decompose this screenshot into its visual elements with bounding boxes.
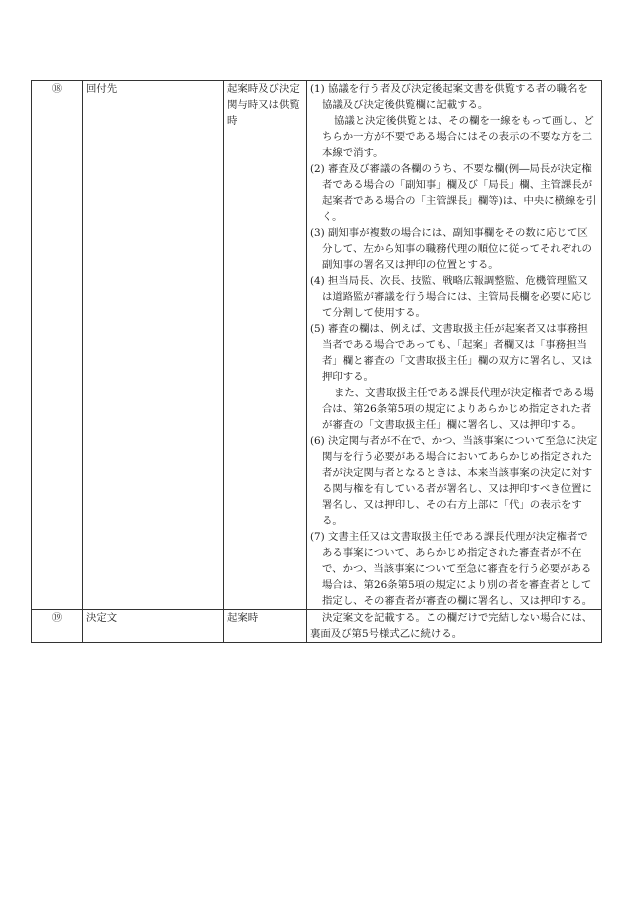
paragraph-text: 決定案文を記載する。この欄だけで完結しない場合には、裏面及び第5号様式乙に続ける。 (310, 612, 593, 640)
paragraph-text: 文書主任又は文書取扱主任である課長代理が決定権者である事案について、あらかじめ指定された審査者が不在で、かつ、当該事案について至急に審査を行う必要がある場合は、第26条第5項の規定により別の者を審査者として指定し、その審査者が審査の欄に署名し、又は押印する。 (322, 531, 593, 607)
table-row (32, 81, 602, 610)
row-description (307, 81, 602, 610)
paragraph (310, 385, 598, 433)
paragraph-number: (6) (310, 435, 325, 447)
paragraph-text: 審査及び審議の各欄のうち、不要な欄(例―局長が決定権者である場合の「副知事」欄及び「局長」欄、主管課長が起案者である場合の「主管課長」欄等)は、中央に横線を引く。 (322, 163, 597, 223)
paragraph-number: (4) (310, 275, 325, 287)
paragraph (310, 161, 598, 225)
table-row (32, 610, 602, 643)
row-number: ⑱ (32, 81, 83, 610)
document-table (31, 80, 602, 643)
row-item: 決定文 (83, 610, 224, 643)
paragraph-text: 審査の欄は、例えば、文書取扱主任が起案者又は事務担当者である場合であっても、「起案」者欄又は「事務担当者」欄と審査の「文書取扱主任」欄の双方に署名し、又は押印する。 (322, 323, 593, 383)
row-number: ⑲ (32, 610, 83, 643)
paragraph (310, 433, 598, 529)
paragraph-number: (2) (310, 163, 325, 175)
paragraph-number: (3) (310, 227, 325, 239)
paragraph (310, 81, 598, 113)
paragraph-number: (1) (310, 83, 325, 95)
row-timing: 起案時及び決定関与時又は供覧時 (224, 81, 307, 610)
paragraph-text: 決定関与者が不在で、かつ、当該事案について至急に決定関与を行う必要がある場合においてあらかじめ指定された者が決定関与者となるときは、本来当該事案の決定に対する関与権を有している者が署名し、又は押印すべき位置に署名し、又は押印し、その右方上部に「代」の表示をする。 (322, 435, 598, 527)
paragraph-number: (5) (310, 323, 325, 335)
paragraph (310, 113, 598, 161)
paragraph-number: (7) (310, 531, 325, 543)
paragraph (310, 225, 598, 273)
paragraph-text: 副知事が複数の場合には、副知事欄をその数に応じて区分して、左から知事の職務代理の順位に従ってそれぞれの副知事の署名又は押印の位置とする。 (322, 227, 592, 271)
row-timing: 起案時 (224, 610, 307, 643)
paragraph-text: 担当局長、次長、技監、戦略広報調整監、危機管理監又は道路監が審議を行う場合には、主管局長欄を必要に応じて分割して使用する。 (322, 275, 593, 319)
paragraph (310, 610, 598, 642)
row-description (307, 610, 602, 643)
row-item: 回付先 (83, 81, 224, 610)
paragraph-text: また、文書取扱主任である課長代理が決定権者である場合は、第26条第5項の規定によりあらかじめ指定された者が審査の「文書取扱主任」欄に署名し、又は押印する。 (322, 387, 594, 431)
paragraph-text: 協議を行う者及び決定後起案文書を供覧する者の職名を協議及び決定後供覧欄に記載する。 (322, 83, 588, 111)
paragraph (310, 321, 598, 385)
paragraph (310, 529, 598, 609)
paragraph-text: 協議と決定後供覧とは、その欄を一線をもって画し、どちらか一方が不要である場合にはその表示の不要な方を二本線で消す。 (322, 115, 594, 159)
paragraph (310, 273, 598, 321)
